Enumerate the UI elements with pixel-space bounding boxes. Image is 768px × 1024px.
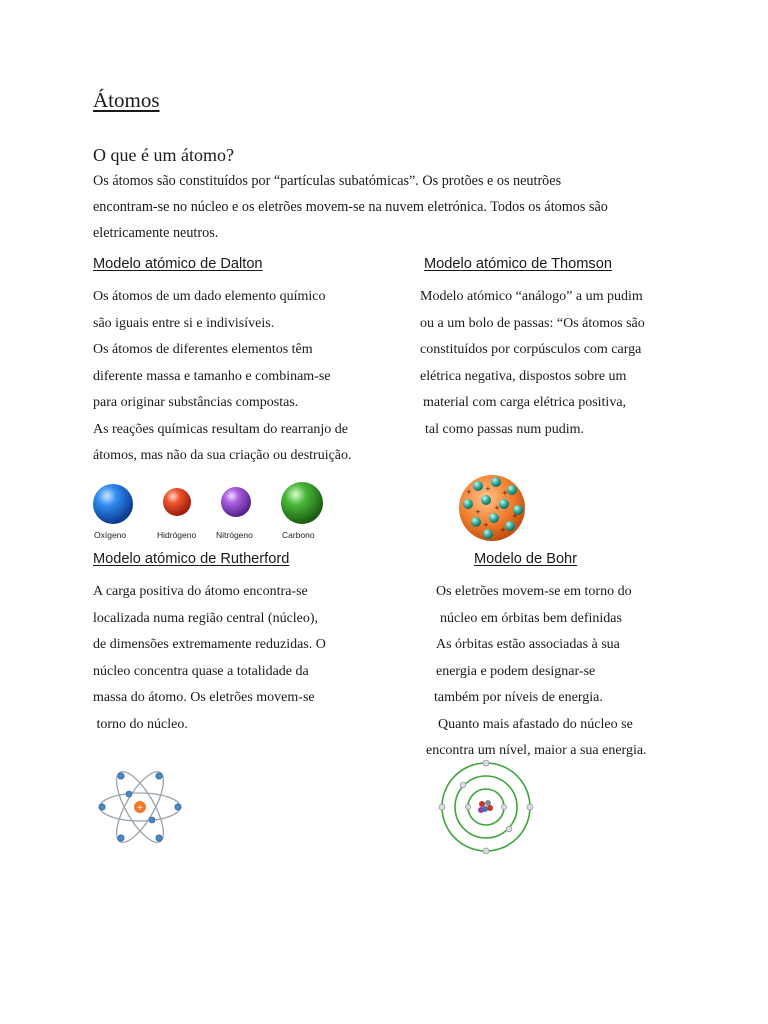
hydrogen-sphere [163,488,191,516]
page-title: Átomos [93,88,160,112]
intro-line: Os átomos são constituídos por “partículas subatómicas”. Os protões e os neutrões [93,173,562,189]
thomson-line: material com carga elétrica positiva, [423,395,627,410]
svg-text:+: + [136,803,144,812]
rutherford-line: torno do núcleo. [93,716,188,732]
intro-line: eletricamente neutros. [93,225,219,241]
rutherford-paragraph [93,579,326,738]
sphere-label: Hidrógeno [157,530,197,540]
sphere-label: Oxígeno [94,530,127,540]
svg-text:+: + [512,512,518,520]
svg-text:+: + [485,485,491,493]
sphere-label: Carbono [282,530,315,540]
svg-text:+: + [494,504,500,512]
bohr-paragraph [426,579,647,765]
bohr-line: Quanto mais afastado do núcleo se [438,716,633,732]
bohr-line: energia e podem designar-se [436,663,596,679]
dalton-spheres-image [88,482,338,544]
rutherford-atom-image [94,763,186,853]
oxygen-sphere [93,484,133,524]
svg-text:+: + [466,488,472,496]
rutherford-line: A carga positiva do átomo encontra-se [93,584,308,599]
plum-pudding-image [452,472,532,544]
rutherford-line: núcleo concentra quase a totalidade da [93,663,309,679]
nitrogen-sphere [221,487,251,517]
dalton-line: As reações químicas resultam do rearranjo de [93,421,349,437]
svg-text:+: + [483,521,489,529]
svg-text:+: + [475,508,481,516]
bohr-line: As órbitas estão associadas à sua [436,637,620,652]
intro-paragraph [93,168,693,246]
sphere-label: Nitrógeno [216,530,253,540]
thomson-line: constituídos por corpúsculos com carga [420,342,642,357]
rutherford-line: de dimensões extremamente reduzidas. O [93,637,326,652]
bohr-line: Os eletrões movem-se em torno do [436,584,632,599]
nucleus-icon [478,800,493,813]
dalton-heading: Modelo atómico de Dalton [93,256,263,272]
dalton-line: são iguais entre si e indivisíveis. [93,315,275,331]
rutherford-line: massa do átomo. Os eletrões movem-se [93,690,315,705]
rutherford-line: localizada numa região central (núcleo), [93,610,319,626]
dalton-line: diferente massa e tamanho e combinam-se [93,368,331,384]
thomson-line: Modelo atómico “análogo” a um pudim [420,289,643,304]
bohr-heading: Modelo de Bohr [474,551,578,567]
thomson-paragraph [420,284,645,443]
bohr-line: núcleo em órbitas bem definidas [440,610,622,626]
bohr-atom-image [436,760,536,854]
thomson-line: elétrica negativa, dispostos sobre um [420,368,627,384]
bohr-line: encontra um nível, maior a sua energia. [426,743,647,758]
rutherford-heading: Modelo atómico de Rutherford [93,551,290,567]
dalton-line: Os átomos de um dado elemento químico [93,289,326,304]
svg-text:+: + [500,526,506,534]
dalton-line: Os átomos de diferentes elementos têm [93,342,313,357]
intro-line: encontram-se no núcleo e os eletrões movem-se na nuvem eletrónica. Todos os átomos são [93,199,608,215]
svg-text:+: + [502,489,508,497]
bohr-line: também por níveis de energia. [434,690,603,705]
carbon-sphere [281,482,323,524]
thomson-line: ou a um bolo de passas: “Os átomos são [420,315,645,331]
dalton-line: para originar substâncias compostas. [93,395,299,410]
thomson-line: tal como passas num pudim. [425,421,585,437]
page-subtitle: O que é um átomo? [93,145,234,165]
thomson-heading: Modelo atómico de Thomson [424,256,612,272]
dalton-paragraph [93,284,352,470]
dalton-line: átomos, mas não da sua criação ou destruição. [93,448,352,463]
